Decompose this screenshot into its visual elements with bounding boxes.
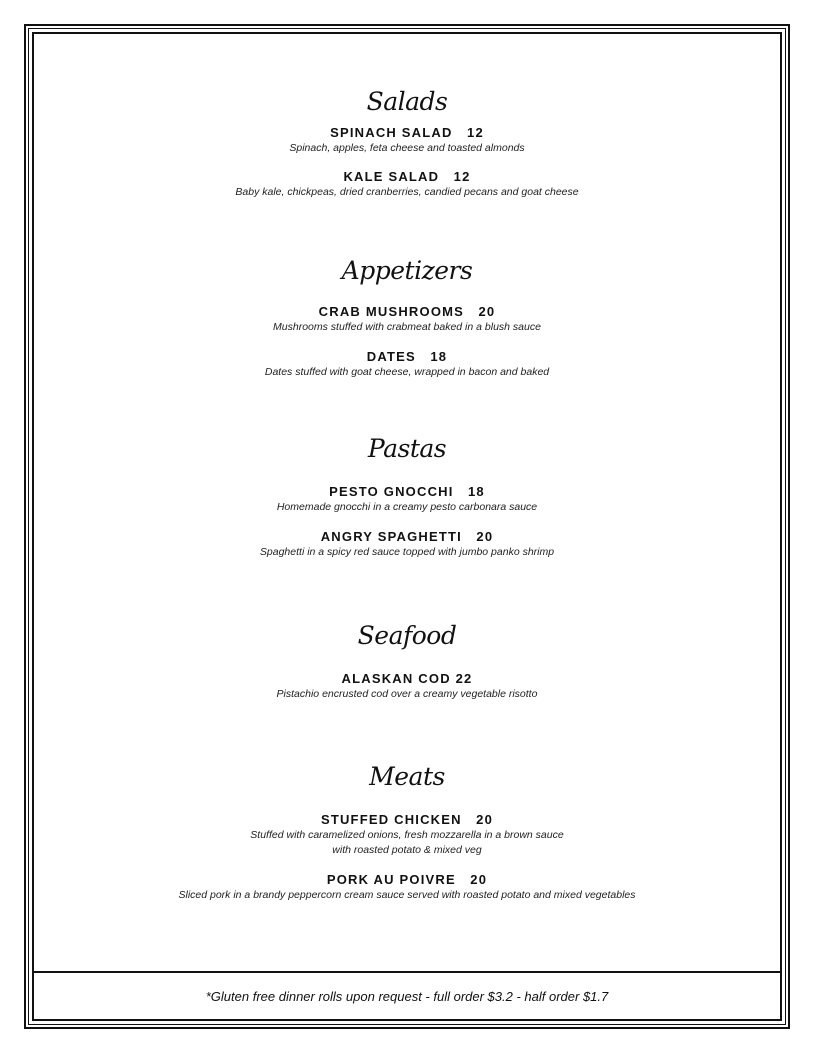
section-meats — [40, 762, 774, 903]
menu-item — [40, 484, 774, 515]
item-description-continued: with roasted potato & mixed veg — [332, 844, 482, 856]
menu-item — [40, 169, 774, 200]
item-description: Spinach, apples, feta cheese and toasted almonds — [289, 142, 525, 154]
section-title: Pastas — [367, 434, 447, 463]
section-title: Seafood — [357, 621, 457, 650]
menu-item — [40, 671, 774, 702]
item-description: Sliced pork in a brandy peppercorn cream sauce served with roasted potato and mixed vegetables — [178, 889, 636, 901]
menu-item — [40, 304, 774, 335]
item-name: SPINACH SALAD 12 — [330, 125, 484, 140]
section-appetizers — [40, 256, 774, 380]
item-name: DATES 18 — [366, 349, 448, 364]
menu-item — [40, 872, 774, 903]
item-name: ALASKAN COD 22 — [341, 671, 473, 686]
menu-item — [40, 125, 774, 156]
item-name: PESTO GNOCCHI 18 — [329, 484, 485, 499]
menu-item — [40, 349, 774, 380]
menu-item — [40, 529, 774, 560]
item-name: CRAB MUSHROOMS 20 — [318, 304, 496, 319]
item-description: Spaghetti in a spicy red sauce topped with jumbo panko shrimp — [259, 546, 555, 558]
item-description: Stuffed with caramelized onions, fresh mozzarella in a brown sauce — [250, 829, 564, 841]
item-description: Pistachio encrusted cod over a creamy vegetable risotto — [276, 688, 538, 700]
footer-note: *Gluten free dinner rolls upon request - full order $3.2 - half order $1.7 — [205, 989, 609, 1004]
item-name: STUFFED CHICKEN 20 — [320, 812, 494, 827]
item-description: Dates stuffed with goat cheese, wrapped in bacon and baked — [264, 366, 550, 378]
item-description: Mushrooms stuffed with crabmeat baked in a blush sauce — [273, 321, 541, 333]
menu-item — [40, 812, 774, 858]
section-title: Salads — [366, 87, 448, 116]
item-name: ANGRY SPAGHETTI 20 — [320, 529, 494, 544]
footer-divider — [32, 971, 782, 973]
section-salads — [40, 87, 774, 200]
item-description: Baby kale, chickpeas, dried cranberries, candied pecans and goat cheese — [235, 186, 579, 198]
section-title: Meats — [369, 762, 445, 791]
item-name: KALE SALAD 12 — [343, 169, 471, 184]
section-title: Appetizers — [341, 256, 473, 285]
section-seafood — [40, 621, 774, 702]
section-pastas — [40, 434, 774, 560]
item-name: PORK AU POIVRE 20 — [326, 872, 488, 887]
item-description: Homemade gnocchi in a creamy pesto carbonara sauce — [276, 501, 538, 513]
